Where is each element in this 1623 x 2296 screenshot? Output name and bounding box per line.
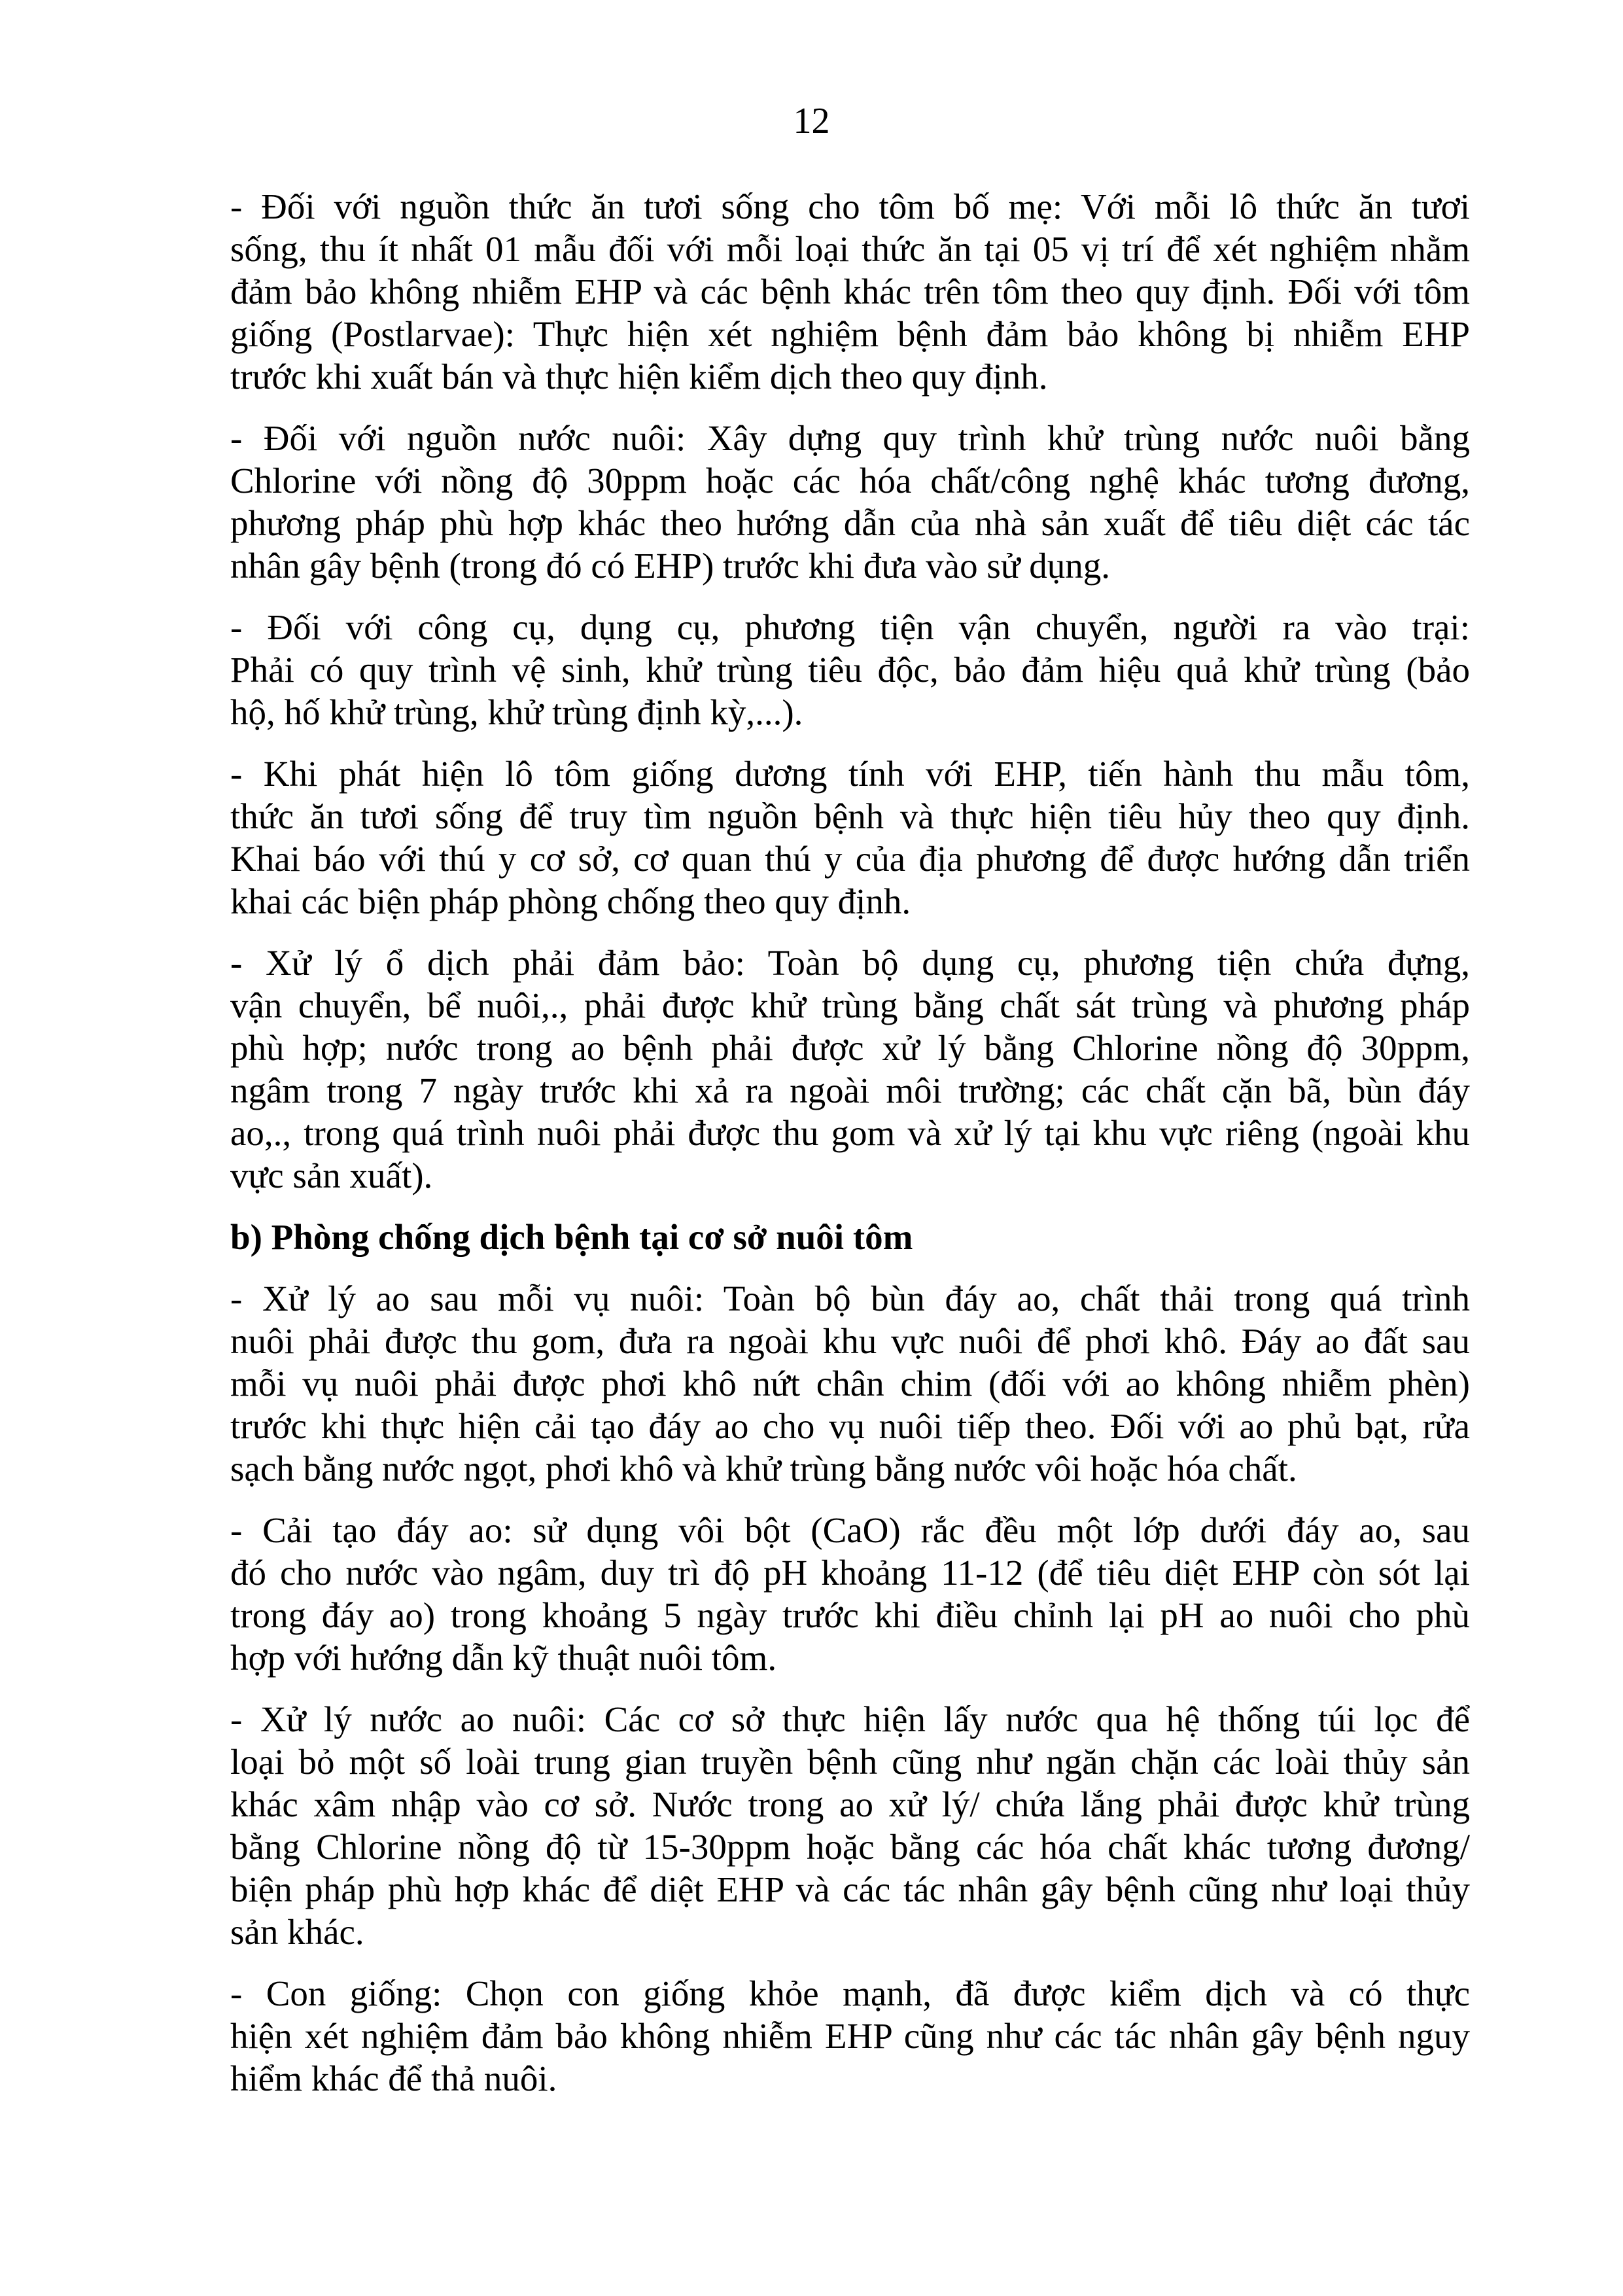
page-number: 12 — [793, 101, 830, 141]
text-line: hợp với hướng dẫn kỹ thuật nuôi tôm. — [230, 1638, 777, 1678]
text-line: - Đối với nguồn thức ăn tươi sống cho tôm bố mẹ: Với mỗi lô thức ăn tươi — [230, 186, 1470, 226]
text-line: - Đối với công cụ, dụng cụ, phương tiện vận chuyển, người ra vào trại: — [230, 607, 1470, 647]
text-line: trước khi xuất bán và thực hiện kiểm dịch theo quy định. — [230, 357, 1048, 397]
heading-text: b) Phòng chống dịch bệnh tại cơ sở nuôi tôm — [230, 1217, 913, 1257]
paragraph — [230, 752, 1470, 923]
text-line: vận chuyển, bể nuôi,., phải được khử trùng bằng chất sát trùng và phương pháp — [230, 985, 1470, 1025]
text-line: hộ, hố khử trùng, khử trùng định kỳ,...). — [230, 692, 803, 732]
text-line: đó cho nước vào ngâm, duy trì độ pH khoảng 11-12 (để tiêu diệt EHP còn sót lại — [230, 1553, 1470, 1593]
text-line: nhân gây bệnh (trong đó có EHP) trước khi đưa vào sử dụng. — [230, 546, 1111, 586]
text-line: giống (Postlarvae): Thực hiện xét nghiệm bệnh đảm bảo không bị nhiễm EHP — [230, 314, 1470, 354]
text-line: đảm bảo không nhiễm EHP và các bệnh khác trên tôm theo quy định. Đối với tôm — [230, 272, 1470, 311]
text-line: hiện xét nghiệm đảm bảo không nhiễm EHP cũng như các tác nhân gây bệnh nguy — [230, 2016, 1470, 2056]
text-line: khác xâm nhập vào cơ sở. Nước trong ao xử lý/ chứa lắng phải được khử trùng — [230, 1784, 1470, 1824]
text-line: nuôi phải được thu gom, đưa ra ngoài khu vực nuôi để phơi khô. Đáy ao đất sau — [230, 1321, 1470, 1361]
text-line: mỗi vụ nuôi phải được phơi khô nứt chân chim (đối với ao không nhiễm phèn) — [230, 1364, 1470, 1404]
text-line: - Xử lý ổ dịch phải đảm bảo: Toàn bộ dụng cụ, phương tiện chứa đựng, — [230, 943, 1470, 983]
text-line: phù hợp; nước trong ao bệnh phải được xử lý bằng Chlorine nồng độ 30ppm, — [230, 1028, 1470, 1068]
text-line: - Cải tạo đáy ao: sử dụng vôi bột (CaO) rắc đều một lớp dưới đáy ao, sau — [230, 1510, 1470, 1550]
paragraph — [230, 185, 1470, 398]
paragraph — [230, 942, 1470, 1197]
text-line: Phải có quy trình vệ sinh, khử trùng tiêu độc, bảo đảm hiệu quả khử trùng (bảo — [230, 650, 1470, 690]
text-line: trước khi thực hiện cải tạo đáy ao cho vụ nuôi tiếp theo. Đối với ao phủ bạt, rửa — [230, 1406, 1470, 1446]
text-line: Chlorine với nồng độ 30ppm hoặc các hóa chất/công nghệ khác tương đương, — [230, 461, 1470, 501]
paragraph — [230, 417, 1470, 587]
text-line: biện pháp phù hợp khác để diệt EHP và các tác nhân gây bệnh cũng như loại thủy — [230, 1869, 1470, 1909]
text-line: sống, thu ít nhất 01 mẫu đối với mỗi loại thức ăn tại 05 vị trí để xét nghiệm nhằm — [230, 229, 1470, 269]
text-line: Khai báo với thú y cơ sở, cơ quan thú y của địa phương để được hướng dẫn triển — [230, 839, 1470, 879]
text-line: bằng Chlorine nồng độ từ 15-30ppm hoặc bằng các hóa chất khác tương đương/ — [230, 1827, 1470, 1867]
paragraph — [230, 1698, 1470, 1953]
text-line: thức ăn tươi sống để truy tìm nguồn bệnh và thực hiện tiêu hủy theo quy định. — [230, 796, 1470, 836]
text-line: ngâm trong 7 ngày trước khi xả ra ngoài môi trường; các chất cặn bã, bùn đáy — [230, 1070, 1470, 1110]
text-line: khai các biện pháp phòng chống theo quy định. — [230, 881, 911, 921]
paragraph — [230, 1972, 1470, 2100]
text-line: vực sản xuất). — [230, 1156, 433, 1195]
text-line: loại bỏ một số loài trung gian truyền bệnh cũng như ngăn chặn các loài thủy sản — [230, 1742, 1470, 1782]
text-line: hiểm khác để thả nuôi. — [230, 2058, 557, 2098]
text-line: ao,., trong quá trình nuôi phải được thu gom và xử lý tại khu vực riêng (ngoài khu — [230, 1113, 1470, 1153]
text-line: - Con giống: Chọn con giống khỏe mạnh, đã được kiểm dịch và có thực — [230, 1973, 1470, 2013]
text-line: sạch bằng nước ngọt, phơi khô và khử trùng bằng nước vôi hoặc hóa chất. — [230, 1449, 1297, 1489]
section-heading — [230, 1216, 1470, 1258]
text-line: phương pháp phù hợp khác theo hướng dẫn của nhà sản xuất để tiêu diệt các tác — [230, 503, 1470, 543]
paragraph — [230, 606, 1470, 733]
text-line: sản khác. — [230, 1912, 364, 1952]
document-body — [230, 185, 1470, 2119]
text-line: - Khi phát hiện lô tôm giống dương tính với EHP, tiến hành thu mẫu tôm, — [230, 754, 1470, 794]
text-line: - Xử lý nước ao nuôi: Các cơ sở thực hiện lấy nước qua hệ thống túi lọc để — [230, 1699, 1470, 1739]
text-line: - Xử lý ao sau mỗi vụ nuôi: Toàn bộ bùn đáy ao, chất thải trong quá trình — [230, 1279, 1470, 1318]
text-line: trong đáy ao) trong khoảng 5 ngày trước khi điều chỉnh lại pH ao nuôi cho phù — [230, 1595, 1470, 1635]
paragraph — [230, 1277, 1470, 1490]
paragraph — [230, 1509, 1470, 1679]
text-line: - Đối với nguồn nước nuôi: Xây dựng quy trình khử trùng nước nuôi bằng — [230, 418, 1470, 458]
